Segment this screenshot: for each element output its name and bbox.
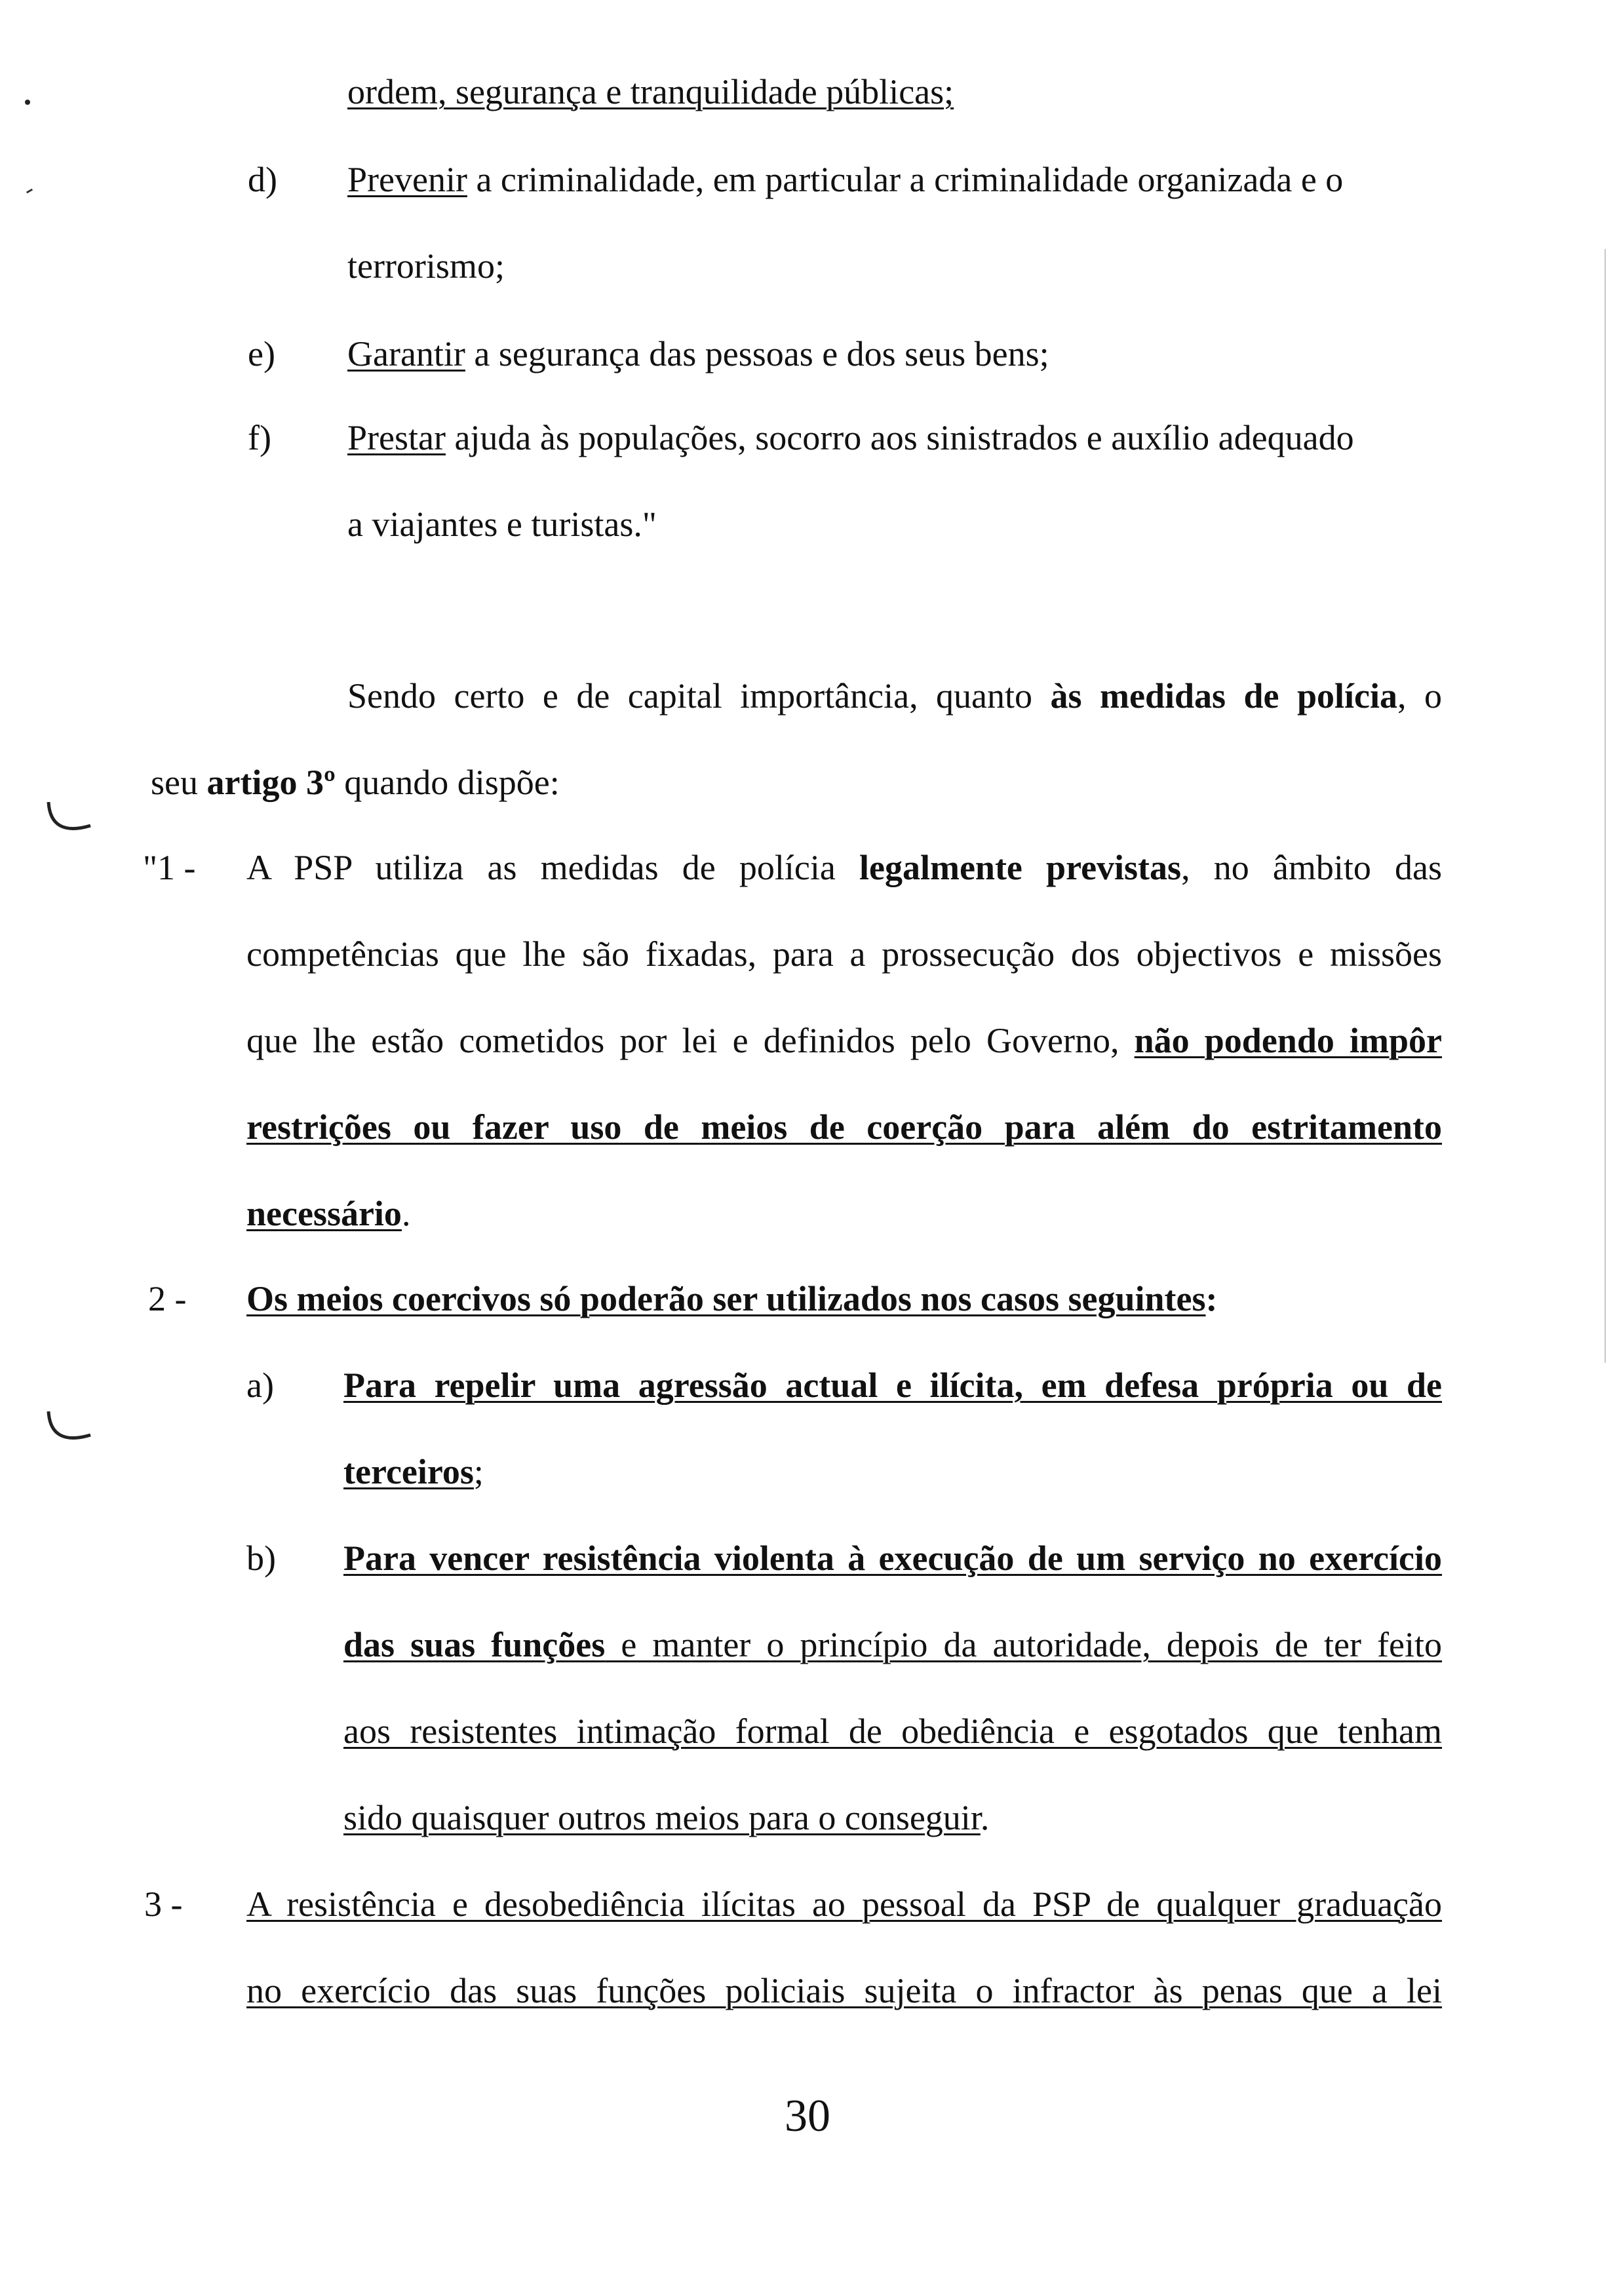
- article-emphasis: necessário: [246, 1194, 402, 1233]
- text-line: [347, 245, 505, 287]
- continuation-text: ordem, segurança e tranquilidade públicas;: [347, 72, 954, 111]
- paragraph-text: Sendo certo e de capital importância, quanto: [347, 676, 1051, 716]
- article-text: .: [401, 1194, 411, 1233]
- item-text: a segurança das pessoas e dos seus bens;: [465, 334, 1049, 373]
- article-emphasis: legalmente previstas: [859, 848, 1182, 887]
- article-line: [246, 1883, 1442, 1925]
- list-item-e: [347, 333, 1049, 375]
- article-text: ;: [473, 1452, 484, 1491]
- article-line: [343, 1710, 1442, 1752]
- list-item-d: [347, 159, 1343, 201]
- article-line: [343, 1797, 989, 1839]
- article-emphasis: Os meios coercivos só poderão ser utilizados nos casos seguintes: [246, 1279, 1206, 1318]
- list-item-f: [347, 417, 1354, 459]
- article-line: [246, 1193, 410, 1234]
- margin-dot-mark: [25, 100, 30, 105]
- article-emphasis: das suas funções: [343, 1625, 606, 1664]
- margin-check-mark-1: [45, 799, 97, 839]
- article-line: [343, 1451, 484, 1493]
- text-line: [347, 503, 657, 545]
- article-text: A PSP utiliza as medidas de polícia: [246, 848, 859, 887]
- article-item-marker: 3 -: [144, 1885, 183, 1924]
- article-emphasis: restrições ou fazer uso de meios de coerção para além do estritamento: [246, 1107, 1442, 1147]
- article-emphasis: terceiros: [343, 1452, 474, 1491]
- paragraph-text: , o: [1397, 676, 1442, 716]
- paragraph-text: seu: [151, 763, 207, 802]
- item-marker: d): [248, 160, 277, 199]
- article-line: [343, 1364, 1442, 1406]
- sub-item-marker: a): [246, 1366, 274, 1405]
- article-underlined-text: aos resistentes intimação formal de obediência e esgotados que tenham: [343, 1712, 1442, 1751]
- article-emphasis: Para vencer resistência violenta à execução de um serviço no exercício: [343, 1539, 1442, 1578]
- article-line: [246, 1278, 1217, 1320]
- item-text-continued: a viajantes e turistas.": [347, 505, 657, 544]
- item-text: ajuda às populações, socorro aos sinistrados e auxílio adequado: [445, 418, 1354, 457]
- page-number: 30: [785, 2091, 830, 2141]
- item-text-continued: terrorismo;: [347, 246, 505, 286]
- item-lead-word: Prevenir: [347, 160, 467, 199]
- article-underlined-text: sido quaisquer outros meios para o conseguir: [343, 1798, 981, 1837]
- article-text: , no âmbito das: [1181, 848, 1442, 887]
- article-underlined-text: A resistência e desobediência ilícitas ao pessoal da PSP de qualquer graduação: [246, 1885, 1442, 1924]
- paragraph-emphasis: às medidas de polícia: [1050, 676, 1398, 716]
- article-line: [246, 933, 1442, 975]
- sub-item-marker: b): [246, 1539, 276, 1578]
- item-lead-word: Prestar: [347, 418, 446, 457]
- paragraph-line: [151, 761, 560, 803]
- article-line: [246, 1106, 1442, 1148]
- article-emphasis: Para repelir uma agressão actual e ilícita, em defesa própria ou de: [343, 1366, 1442, 1405]
- article-item-marker: "1 -: [143, 848, 196, 887]
- article-underlined-text: e manter o princípio da autoridade, depois de ter feito: [605, 1625, 1442, 1664]
- item-lead-word: Garantir: [347, 334, 465, 373]
- scan-edge-line: [1605, 249, 1606, 1363]
- article-item-marker: 2 -: [148, 1279, 187, 1318]
- article-emphasis: não podendo impôr: [1134, 1021, 1442, 1060]
- text-line: [347, 71, 954, 113]
- item-marker: f): [248, 418, 271, 457]
- article-text: competências que lhe são fixadas, para a prossecução dos objectivos e missões: [246, 934, 1442, 974]
- article-text: .: [980, 1798, 990, 1837]
- article-line: [343, 1537, 1442, 1579]
- article-line: [246, 1020, 1442, 1062]
- paragraph-line: [347, 675, 1442, 717]
- item-text: a criminalidade, em particular a criminalidade organizada e o: [467, 160, 1344, 199]
- item-marker: e): [248, 334, 275, 373]
- article-line: [343, 1624, 1442, 1666]
- article-underlined-text: no exercício das suas funções policiais sujeita o infractor às penas que a lei: [246, 1971, 1442, 2010]
- margin-tick-mark: [26, 189, 33, 194]
- article-line: [246, 1970, 1442, 2012]
- paragraph-emphasis: artigo 3º: [206, 763, 336, 802]
- margin-check-mark-2: [45, 1409, 97, 1448]
- article-line: [246, 847, 1442, 889]
- article-text: que lhe estão cometidos por lei e definidos pelo Governo,: [246, 1021, 1135, 1060]
- article-text: :: [1205, 1279, 1218, 1318]
- paragraph-text: quando dispõe:: [335, 763, 560, 802]
